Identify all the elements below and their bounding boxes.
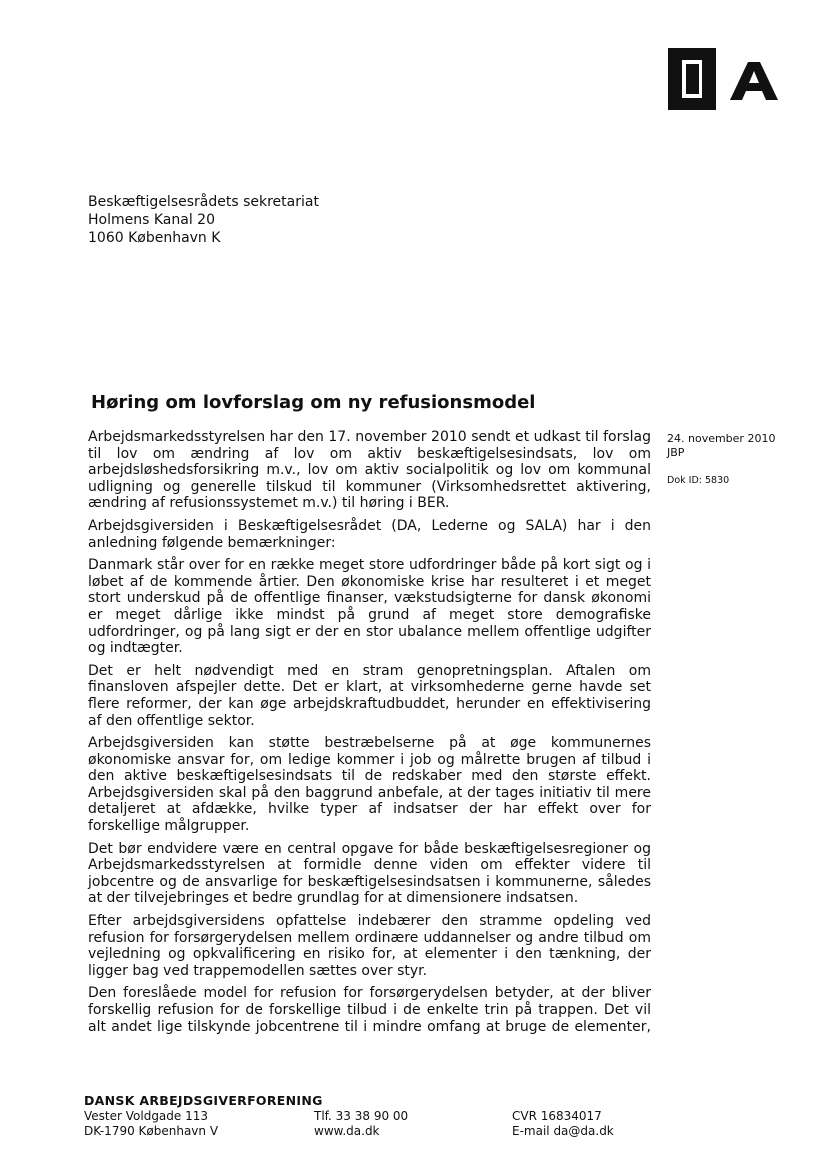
paragraph: Efter arbejdsgiversidens opfattelse indebærer den stramme opdeling ved refusion for forsørgerydelsen mellem ordinære uddannelser og andre tilbud om vejledning og opkvalificering en risiko for, at elementer i den tænkning, der ligger bag ved trappemodellen sættes over styr. [88,913,651,979]
footer-organization: DANSK ARBEJDSGIVERFORENING [84,1093,323,1108]
paragraph: Den foreslåede model for refusion for forsørgerydelsen betyder, at der bliver forskellig refusion for de forskellige tilbud i de enkelte trin på trappen. Det vil alt andet lige tilskynde jobcentrene til i mindre omfang at bruge de elementer, [88,985,651,1035]
footer-address [84,1109,218,1138]
recipient-address [88,193,319,247]
footer-website: www.da.dk [314,1123,380,1138]
paragraph: Arbejdsgiversiden kan støtte bestræbelserne på at øge kommunernes økonomiske ansvar for, om ledige kommer i job og målrette brugen af tilbud i den aktive beskæftigelsesindsats til de redskaber med den største effekt. Arbejdsgiversiden skal på den baggrund anbefale, at der tages initiativ til mere detaljeret at afdække, hvilke typer af indsatser der har effekt over for forskellige målgrupper. [88,735,651,835]
footer-cvr: CVR 16834017 [512,1109,602,1123]
paragraph: Det er helt nødvendigt med en stram genopretningsplan. Aftalen om finansloven afspejler dette. Det er klart, at virksomhederne gerne havde set flere reformer, der kan øge arbejdskraftudbuddet, herunder en effektivisering af den offentlige sektor. [88,662,651,729]
recipient-line-1: Beskæftigelsesrådets sekretariat [88,194,319,210]
da-logo [668,48,780,110]
letter-date: 24. november 2010 [667,432,776,445]
letterhead-footer [84,1093,704,1138]
footer-registration [512,1109,614,1138]
paragraph: Arbejdsmarkedsstyrelsen har den 17. november 2010 sendt et udkast til forslag til lov om ændring af lov om aktiv beskæftigelsesindsats, lov om arbejdsløshedsforsikring m.v., lov om aktiv socialpolitik og lov om kommunal udligning og generelle tilskud til kommuner (Virksomhedsrettet aktivering, ændring af refusionssystemet m.v.) til høring i BER. [88,429,651,512]
recipient-line-3: 1060 København K [88,230,221,246]
letter-body [88,429,651,1041]
letter-initials: JBP [667,446,685,459]
paragraph: Det bør endvidere være en central opgave for både beskæftigelsesregioner og Arbejdsmarkedsstyrelsen at formidle denne viden om effekter videre til jobcentre og de ansvarlige for beskæftigelsesindsatsen i kommunerne, således at der tilvejebringes et bedre grundlag for at dimensionere indsatsen. [88,840,651,907]
footer-contact [314,1109,408,1138]
document-id: Dok ID: 5830 [667,475,730,486]
letter-title: Høring om lovforslag om ny refusionsmodel [91,392,536,413]
letter-meta [667,432,775,488]
footer-phone: Tlf. 33 38 90 00 [314,1109,409,1123]
footer-email: E-mail da@da.dk [512,1123,614,1138]
paragraph: Danmark står over for en række meget store udfordringer både på kort sigt og i løbet af de kommende årtier. Den økonomiske krise har resulteret i et meget stort underskud på de offentlige finanser, vækstudsigterne for dansk økonomi er meget dårlige ikke mindst på grund af meget store demografiske udfordringer, og på lang sigt er der en stor ubalance mellem offentlige udgifter og indtægter. [88,557,651,657]
recipient-line-2: Holmens Kanal 20 [88,212,215,228]
paragraph: Arbejdsgiversiden i Beskæftigelsesrådet (DA, Lederne og SALA) har i den anledning følgende bemærkninger: [88,517,651,551]
footer-street: Vester Voldgade 113 [84,1109,209,1123]
footer-city: DK-1790 København V [84,1123,219,1138]
